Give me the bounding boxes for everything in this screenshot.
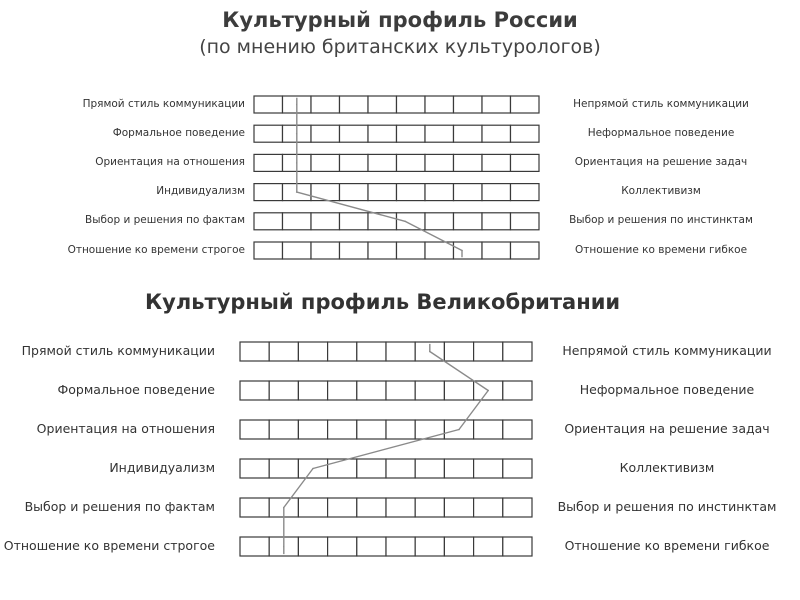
uk-scale-cell bbox=[298, 537, 327, 556]
russia-scale-cell bbox=[511, 96, 540, 113]
uk-scale-cell bbox=[357, 381, 386, 400]
uk-right-label: Коллективизм bbox=[619, 459, 715, 475]
russia-scale-cell bbox=[454, 242, 483, 259]
russia-scale-cell bbox=[340, 213, 369, 230]
russia-scale-cell bbox=[254, 242, 283, 259]
uk-scale-cell bbox=[444, 498, 473, 517]
uk-scale-cell bbox=[269, 420, 298, 439]
russia-chart-subtitle: (по мнению британских культурологов) bbox=[199, 36, 601, 58]
russia-profile-point bbox=[296, 133, 298, 135]
uk-scale-cell bbox=[357, 498, 386, 517]
russia-scale-cell bbox=[454, 213, 483, 230]
russia-scale-cell bbox=[340, 184, 369, 201]
uk-scale-cell bbox=[503, 537, 532, 556]
russia-scale-cell bbox=[511, 242, 540, 259]
uk-right-label: Отношение ко времени гибкое bbox=[564, 537, 770, 553]
uk-scale-cell bbox=[328, 381, 357, 400]
uk-scale-cell bbox=[240, 342, 269, 361]
russia-scale-cell bbox=[254, 96, 283, 113]
russia-left-label: Прямой стиль коммуникации bbox=[82, 97, 245, 110]
russia-profile-point bbox=[461, 250, 463, 252]
russia-scale-cell bbox=[340, 125, 369, 142]
russia-scale-cell bbox=[368, 96, 397, 113]
uk-scale-cell bbox=[298, 498, 327, 517]
uk-scale-cell bbox=[357, 420, 386, 439]
russia-scale-cell bbox=[454, 96, 483, 113]
uk-scale-cell bbox=[474, 459, 503, 478]
uk-scale-cell bbox=[328, 342, 357, 361]
uk-scale-cell bbox=[357, 342, 386, 361]
uk-scale-cell bbox=[240, 459, 269, 478]
uk-scale-cell bbox=[503, 498, 532, 517]
russia-scale-cell bbox=[454, 154, 483, 171]
uk-scale-cell bbox=[386, 420, 415, 439]
uk-scale-cell bbox=[444, 342, 473, 361]
russia-scale-cell bbox=[482, 96, 511, 113]
russia-scale-cell bbox=[397, 242, 426, 259]
russia-right-label: Отношение ко времени гибкое bbox=[574, 243, 748, 256]
russia-right-label: Неформальное поведение bbox=[587, 126, 735, 139]
russia-scale-cell bbox=[254, 184, 283, 201]
russia-profile-point bbox=[296, 191, 298, 193]
uk-scale-cell bbox=[415, 420, 444, 439]
russia-scale-cell bbox=[454, 184, 483, 201]
russia-scale-cell bbox=[311, 184, 340, 201]
russia-scale-cell bbox=[482, 242, 511, 259]
uk-scale-cell bbox=[386, 381, 415, 400]
russia-scale-cell bbox=[340, 242, 369, 259]
russia-scale-cell bbox=[482, 125, 511, 142]
russia-scale-cell bbox=[311, 242, 340, 259]
uk-scale-cell bbox=[415, 381, 444, 400]
russia-chart-title: Культурный профиль России bbox=[222, 8, 578, 32]
uk-scale-cell bbox=[240, 498, 269, 517]
russia-scale-cell bbox=[425, 154, 454, 171]
russia-right-label: Ориентация на решение задач bbox=[574, 155, 748, 168]
uk-scale-cell bbox=[415, 537, 444, 556]
russia-left-label: Ориентация на отношения bbox=[95, 155, 245, 168]
uk-scale-cell bbox=[386, 498, 415, 517]
uk-scale-cell bbox=[269, 381, 298, 400]
uk-scale-cell bbox=[444, 381, 473, 400]
uk-scale-cell bbox=[298, 342, 327, 361]
russia-scale-cell bbox=[482, 154, 511, 171]
uk-left-label: Формальное поведение bbox=[57, 381, 215, 397]
russia-scale-cell bbox=[425, 125, 454, 142]
russia-scale-cell bbox=[482, 213, 511, 230]
russia-scale-cell bbox=[511, 213, 540, 230]
russia-scale-cell bbox=[311, 213, 340, 230]
uk-scale-cell bbox=[444, 459, 473, 478]
uk-scale-cell bbox=[328, 420, 357, 439]
uk-scale-cell bbox=[386, 459, 415, 478]
uk-profile-point bbox=[283, 546, 285, 548]
uk-left-label: Отношение ко времени строгое bbox=[3, 537, 215, 553]
russia-scale-cell bbox=[511, 184, 540, 201]
russia-profile-line bbox=[297, 98, 462, 258]
russia-profile-point bbox=[404, 221, 406, 223]
uk-scale-cell bbox=[415, 459, 444, 478]
uk-right-label: Неформальное поведение bbox=[579, 381, 755, 397]
russia-right-label: Коллективизм bbox=[621, 185, 701, 198]
russia-scale-cell bbox=[311, 154, 340, 171]
uk-scale-cell bbox=[328, 459, 357, 478]
uk-profile-point bbox=[458, 429, 460, 431]
uk-scale-cell bbox=[415, 498, 444, 517]
russia-scale-cell bbox=[254, 154, 283, 171]
russia-right-label: Непрямой стиль коммуникации bbox=[573, 97, 749, 110]
russia-scale-cell bbox=[311, 125, 340, 142]
uk-scale-cell bbox=[386, 537, 415, 556]
uk-scale-cell bbox=[357, 537, 386, 556]
russia-scale-cell bbox=[397, 154, 426, 171]
uk-scale-cell bbox=[503, 420, 532, 439]
russia-scale-cell bbox=[425, 96, 454, 113]
uk-scale-cell bbox=[503, 342, 532, 361]
uk-right-label: Ориентация на решение задач bbox=[564, 420, 770, 436]
russia-left-label: Выбор и решения по фактам bbox=[85, 214, 245, 227]
russia-scale-cell bbox=[254, 213, 283, 230]
russia-scale-cell bbox=[283, 213, 312, 230]
uk-scale-cell bbox=[269, 342, 298, 361]
uk-left-label: Индивидуализм bbox=[109, 459, 215, 475]
uk-scale-cell bbox=[474, 342, 503, 361]
russia-scale-cell bbox=[368, 154, 397, 171]
uk-scale-cell bbox=[240, 381, 269, 400]
uk-right-label: Непрямой стиль коммуникации bbox=[562, 342, 772, 358]
russia-scale-cell bbox=[425, 213, 454, 230]
uk-chart-title: Культурный профиль Великобритании bbox=[145, 290, 621, 314]
uk-profile-line bbox=[284, 344, 488, 554]
uk-scale-cell bbox=[328, 498, 357, 517]
uk-scale-cell bbox=[269, 459, 298, 478]
russia-scale-cell bbox=[311, 96, 340, 113]
uk-scale-cell bbox=[328, 537, 357, 556]
russia-scale-cell bbox=[397, 213, 426, 230]
uk-scale-cell bbox=[298, 381, 327, 400]
uk-scale-cell bbox=[474, 420, 503, 439]
russia-scale-cell bbox=[340, 96, 369, 113]
uk-left-label: Ориентация на отношения bbox=[36, 420, 215, 436]
uk-profile-point bbox=[283, 507, 285, 509]
uk-scale-cell bbox=[240, 420, 269, 439]
uk-scale-cell bbox=[357, 459, 386, 478]
uk-scale-cell bbox=[298, 420, 327, 439]
russia-scale-cell bbox=[397, 184, 426, 201]
russia-right-label: Выбор и решения по инстинктам bbox=[569, 214, 753, 227]
russia-scale-cell bbox=[511, 125, 540, 142]
uk-profile-point bbox=[487, 390, 489, 392]
uk-right-label: Выбор и решения по инстинктам bbox=[557, 498, 777, 514]
uk-profile-point bbox=[429, 351, 431, 353]
russia-left-label: Индивидуализм bbox=[156, 185, 245, 198]
russia-scale-cell bbox=[368, 125, 397, 142]
russia-scale-cell bbox=[368, 242, 397, 259]
russia-scale-cell bbox=[425, 184, 454, 201]
uk-scale-cell bbox=[503, 459, 532, 478]
uk-scale-cell bbox=[474, 537, 503, 556]
uk-profile-point bbox=[312, 468, 314, 470]
uk-left-label: Выбор и решения по фактам bbox=[24, 498, 215, 514]
russia-left-label: Отношение ко времени строгое bbox=[67, 243, 245, 256]
uk-scale-cell bbox=[240, 537, 269, 556]
russia-scale-cell bbox=[511, 154, 540, 171]
russia-profile-point bbox=[296, 104, 298, 106]
uk-left-label: Прямой стиль коммуникации bbox=[21, 342, 215, 358]
russia-scale-cell bbox=[482, 184, 511, 201]
russia-profile-point bbox=[296, 162, 298, 164]
russia-scale-cell bbox=[340, 154, 369, 171]
russia-scale-cell bbox=[454, 125, 483, 142]
uk-scale-cell bbox=[386, 342, 415, 361]
uk-scale-cell bbox=[444, 537, 473, 556]
uk-scale-cell bbox=[474, 498, 503, 517]
russia-scale-cell bbox=[397, 125, 426, 142]
russia-left-label: Формальное поведение bbox=[112, 126, 245, 139]
uk-scale-cell bbox=[503, 381, 532, 400]
russia-scale-cell bbox=[397, 96, 426, 113]
russia-scale-cell bbox=[254, 125, 283, 142]
russia-scale-cell bbox=[283, 242, 312, 259]
russia-scale-cell bbox=[368, 184, 397, 201]
